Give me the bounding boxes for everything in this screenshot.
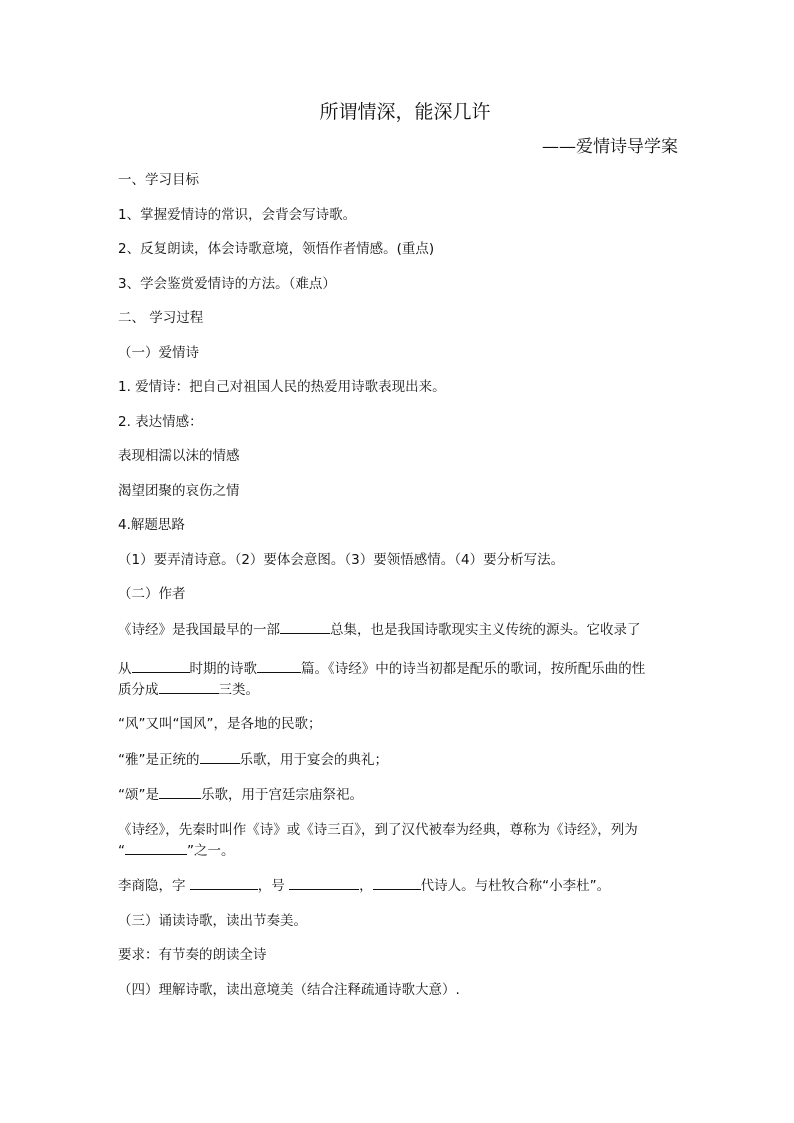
fill-blank-courtesy-name[interactable] [190,875,258,890]
fill-blank-count[interactable] [257,658,301,673]
doc-subtitle: ——爱情诗导学案 [542,137,678,157]
subsection-heading-understand: （四）理解诗歌，读出意境美（结合注释疏通诗歌大意）. [118,981,460,998]
shijing-name-text-b: “ [118,842,125,859]
shijing-paragraph [118,619,678,700]
subsection-heading-recite: （三）诵读诗歌，读出节奏美。 [118,912,307,929]
li-shangyin-line [118,875,678,896]
recite-requirement: 要求：有节奏的朗读全诗 [118,947,267,963]
shijing-name-paragraph [118,820,678,861]
emotion-item-1: 表现相濡以沫的情感 [118,448,240,464]
fill-blank-dynasty[interactable] [373,875,421,890]
feng-line: “风”又叫“国风”，是各地的民歌； [118,716,322,732]
shijing-name-text-a: 《诗经》，先秦时叫作《诗》或《诗三百》，到了汉代被奉为经典，尊称为《诗经》，列为 [118,821,638,838]
shijing-text-a: 《诗经》是我国最早的一部 [118,621,280,638]
love-poem-definition: 1. 爱情诗：把自己对祖国人民的热爱用诗歌表现出来。 [118,379,446,395]
shijing-text-f: 质分成 [118,681,159,698]
ya-text-a: “雅”是正统的 [118,751,200,768]
song-text-a: “颂”是 [118,787,159,803]
fill-blank-song[interactable] [159,784,201,799]
fill-blank-pseudonym[interactable] [289,875,359,890]
ya-text-b: 乐歌，用于宴会的典礼； [239,751,388,768]
shijing-text-b: 总集，也是我国诗歌现实主义传统的源头。它收录了 [330,621,641,638]
song-line [118,784,678,805]
subsection-heading-author: （二）作者 [118,586,186,602]
goal-item-3: 3、学会鉴赏爱情诗的方法。（难点） [118,275,336,292]
emotion-item-2: 渴望团聚的哀伤之情 [118,482,240,499]
shijing-text-d: 时期的诗歌 [189,660,257,677]
shijing-text-e: 篇。《诗经》中的诗当初都是配乐的歌词，按所配乐曲的性 [301,660,646,677]
fill-blank-classic[interactable] [125,840,187,855]
subsection-heading-love-poem: （一）爱情诗 [118,344,199,361]
goal-item-1: 1、掌握爱情诗的常识，会背会写诗歌。 [118,206,357,223]
section-heading-process: 二、 学习过程 [118,310,204,326]
song-text-b: 乐歌，用于宫廷宗庙祭祀。 [201,787,363,803]
li-text-a: 李商隐，字 [118,878,190,894]
method-label: 4.解题思路 [118,517,185,533]
emotion-label: 2. 表达情感： [118,413,203,430]
method-steps: （1）要弄清诗意。（2）要体会意图。（3）要领悟感情。（4）要分析写法。 [118,551,565,568]
fill-blank-ya[interactable] [200,749,240,764]
li-text-c: ， [359,878,373,894]
li-text-d: 代诗人。与杜牧合称“小李杜”。 [420,878,611,894]
li-text-b: ，号 [257,878,290,894]
ya-line [118,749,678,770]
shijing-name-text-c: ”之一。 [187,842,235,859]
fill-blank-genre[interactable] [280,619,330,634]
fill-blank-categories[interactable] [159,679,219,694]
doc-title: 所谓情深，能深几许 [319,101,491,123]
shijing-text-c: 从 [118,660,132,677]
goal-item-2: 2、反复朗读，体会诗歌意境，领悟作者情感。(重点) [118,241,435,257]
shijing-text-g: 三类。 [218,681,259,698]
section-heading-goals: 一、学习目标 [118,172,199,188]
fill-blank-period[interactable] [132,658,190,673]
